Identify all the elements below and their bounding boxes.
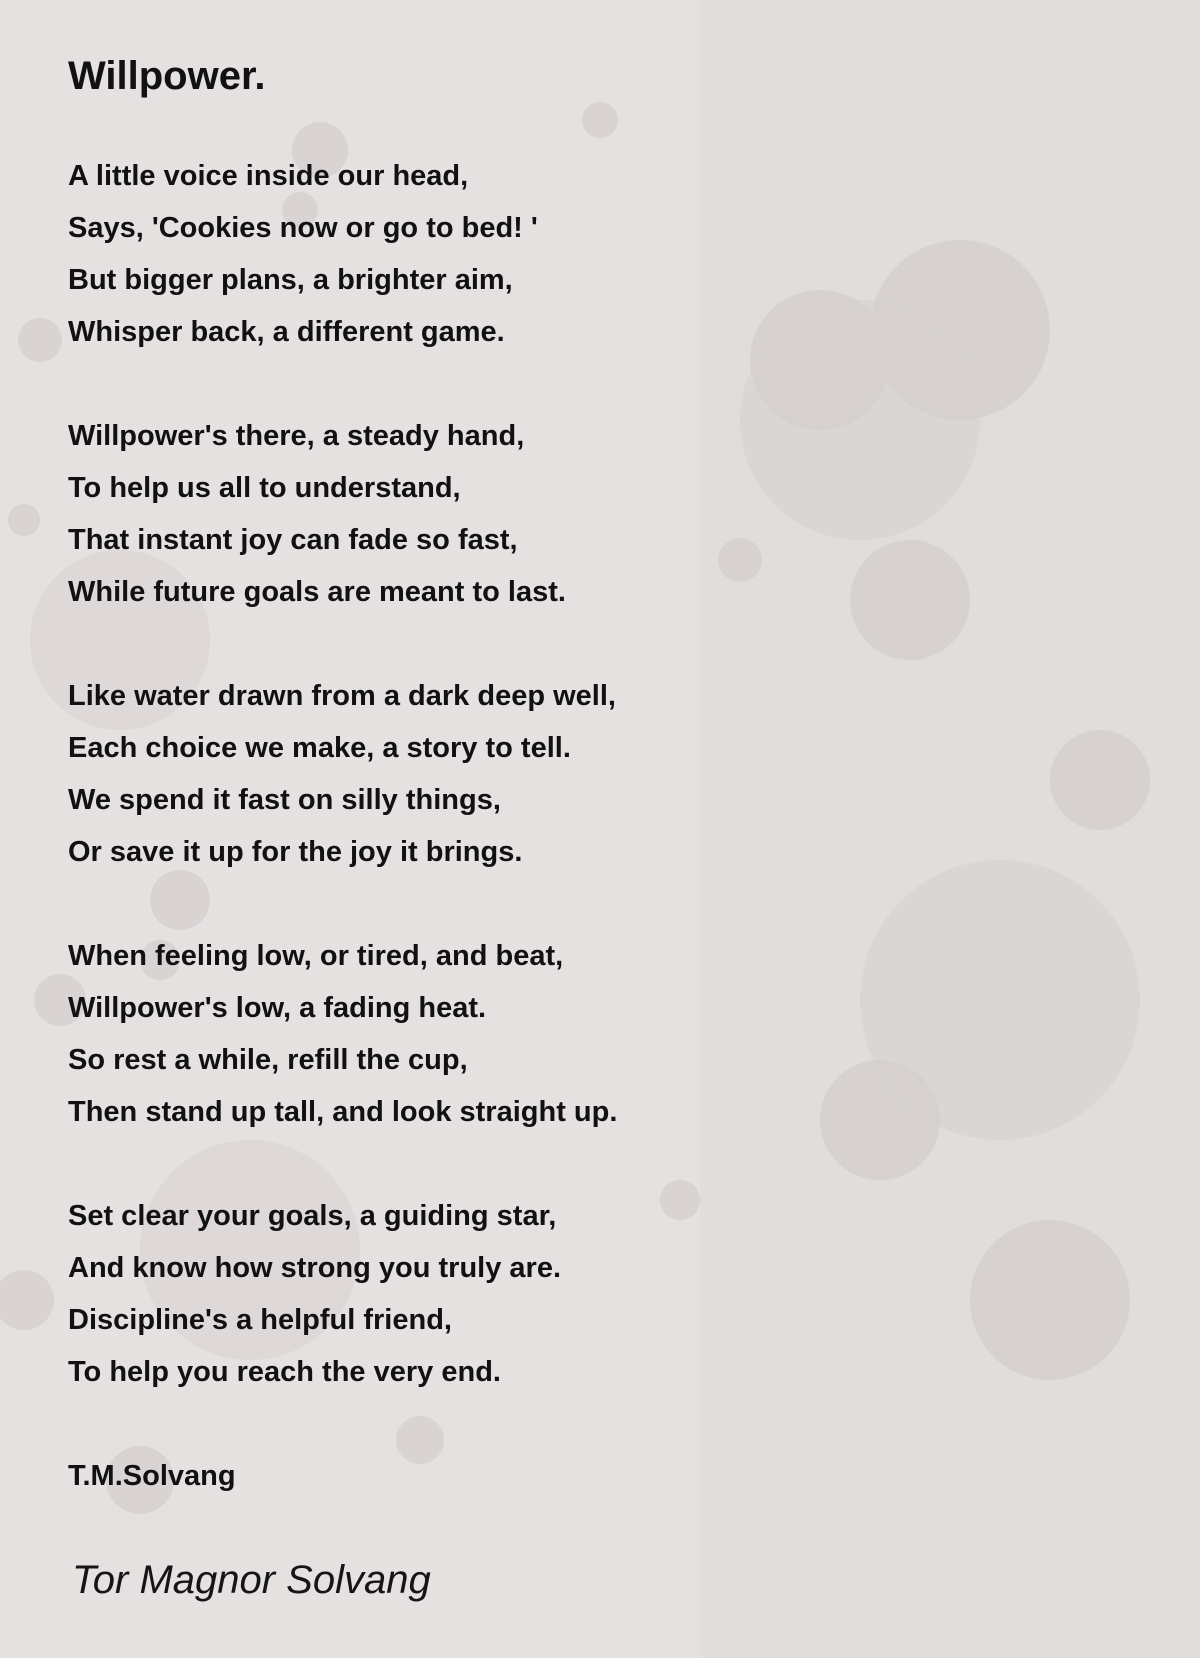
stanza-1 [68,150,1128,358]
poem-line: Willpower's low, a fading heat. [68,992,487,1024]
poem-title: Willpower. [68,54,266,98]
poem-line: But bigger plans, a brighter aim, [68,264,513,296]
poem-line: To help you reach the very end. [68,1356,501,1388]
poem-line: To help us all to understand, [68,472,461,504]
poem-container [68,52,1128,1502]
stanza-2 [68,410,1128,618]
poem-line: Each choice we make, a story to tell. [68,732,571,764]
poem-body [68,150,1128,1502]
stanza-3 [68,670,1128,878]
poem-line: Like water drawn from a dark deep well, [68,680,616,712]
poem-line: Then stand up tall, and look straight up. [68,1096,618,1128]
poem-line: That instant joy can fade so fast, [68,524,518,556]
poem-line: While future goals are meant to last. [68,576,566,608]
poem-line: And know how strong you truly are. [68,1252,562,1284]
poem-line: Set clear your goals, a guiding star, [68,1200,557,1232]
poem-line: Or save it up for the joy it brings. [68,836,523,868]
poem-line: Whisper back, a different game. [68,316,505,348]
poem-line: We spend it fast on silly things, [68,784,501,816]
poem-line: So rest a while, refill the cup, [68,1044,468,1076]
poem-line: When feeling low, or tired, and beat, [68,940,564,972]
poem-line: Discipline's a helpful friend, [68,1304,452,1336]
poem-signature: T.M.Solvang [68,1460,236,1492]
stanza-4 [68,930,1128,1138]
stanza-5 [68,1190,1128,1398]
poem-line: Says, 'Cookies now or go to bed! ' [68,212,538,244]
author-name: Tor Magnor Solvang [72,1558,431,1602]
poem-line: A little voice inside our head, [68,160,469,192]
poem-line: Willpower's there, a steady hand, [68,420,525,452]
